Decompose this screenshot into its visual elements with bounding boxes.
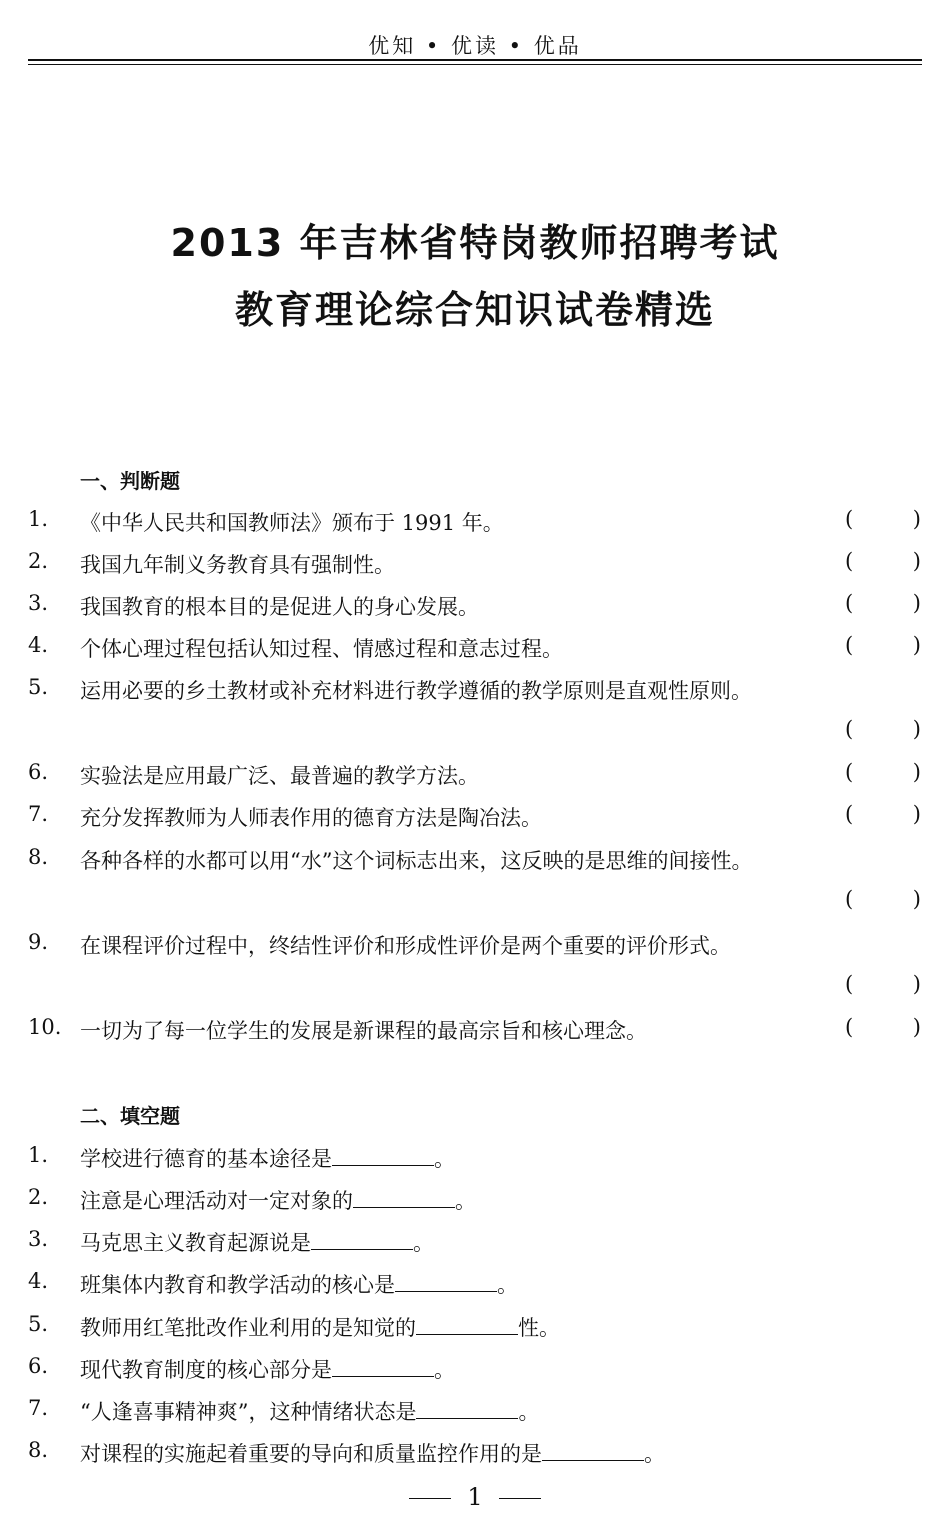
item-text-after: 。 <box>455 1189 476 1213</box>
item-number: 6. <box>28 760 49 784</box>
item-number: 5. <box>28 1312 49 1336</box>
answer-blank[interactable] <box>395 1271 497 1292</box>
item-text: 在课程评价过程中，终结性评价和形成性评价是两个重要的评价形式。 <box>80 934 731 958</box>
judge-item <box>0 845 950 875</box>
page-title-line1: 2013 年吉林省特岗教师招聘考试 <box>170 221 780 265</box>
judge-item: 3. 我国教育的根本目的是促进人的身心发展。 ( ) <box>28 591 921 619</box>
item-text: 对课程的实施起着重要的导向和质量监控作用的是 <box>80 1442 542 1466</box>
item-number: 8. <box>28 1438 49 1462</box>
fill-item <box>0 1396 950 1426</box>
item-text-after: 。 <box>518 1400 540 1424</box>
item-number: 6. <box>28 1354 49 1378</box>
item-text: 教师用红笔批改作业利用的是知觉的 <box>80 1316 416 1340</box>
item-number: 1. <box>28 507 49 531</box>
fill-item <box>0 1227 950 1257</box>
item-number: 7. <box>28 1396 49 1420</box>
item-text-after: 。 <box>434 1358 455 1382</box>
item-text: 各种各样的水都可以用“水”这个词标志出来，这反映的是思维的间接性。 <box>80 849 753 873</box>
judge-item: 10. 一切为了每一位学生的发展是新课程的最高宗旨和核心理念。 ( ) <box>28 1015 921 1043</box>
item-number: 5. <box>28 675 49 699</box>
fill-item <box>0 1185 950 1215</box>
item-text: 运用必要的乡土教材或补充材料进行教学遵循的教学原则是直观性原则。 <box>80 679 752 703</box>
judge-item-continuation: ( ) <box>845 887 921 911</box>
item-text-after: 性。 <box>518 1316 560 1340</box>
item-text-after: 。 <box>644 1442 665 1466</box>
page-title-line2: 教育理论综合知识试卷精选 <box>234 288 715 332</box>
item-number: 4. <box>28 1269 49 1293</box>
item-number: 2. <box>28 1185 49 1209</box>
item-number: 10. <box>28 1015 62 1039</box>
judge-item-continuation: ( ) <box>845 972 921 996</box>
judge-item <box>0 930 950 960</box>
item-text: 现代教育制度的核心部分是 <box>80 1358 332 1382</box>
judge-item: 1. 《中华人民共和国教师法》颁布于 1991 年。 ( ) <box>28 507 921 535</box>
item-number: 3. <box>28 1227 49 1251</box>
page-number-dash-left <box>409 1498 451 1499</box>
item-text: 实验法是应用最广泛、最普遍的教学方法。 <box>80 764 479 788</box>
item-text: “人逢喜事精神爽”，这种情绪状态是 <box>80 1400 417 1424</box>
page-number <box>0 1483 950 1511</box>
item-text-after: 。 <box>413 1231 434 1255</box>
item-number: 8. <box>28 845 49 869</box>
judge-item: 4. 个体心理过程包括认知过程、情感过程和意志过程。 ( ) <box>28 633 921 661</box>
answer-blank[interactable] <box>332 1145 434 1166</box>
answer-blank[interactable] <box>311 1229 413 1250</box>
fill-item <box>0 1312 950 1342</box>
answer-blank[interactable] <box>332 1356 434 1377</box>
answer-blank[interactable] <box>542 1440 644 1461</box>
fill-item <box>0 1143 950 1173</box>
judge-item <box>0 675 950 705</box>
fill-item <box>0 1438 950 1468</box>
item-number: 4. <box>28 633 49 657</box>
judge-item: 7. 充分发挥教师为人师表作用的德育方法是陶冶法。 ( ) <box>28 802 921 830</box>
fill-item <box>0 1354 950 1384</box>
item-text: 马克思主义教育起源说是 <box>80 1231 311 1255</box>
answer-blank[interactable] <box>416 1314 518 1335</box>
fill-item <box>0 1269 950 1299</box>
item-text: 个体心理过程包括认知过程、情感过程和意志过程。 <box>80 637 563 661</box>
page-number-value: 1 <box>467 1483 483 1511</box>
item-text: 班集体内教育和教学活动的核心是 <box>80 1273 395 1297</box>
item-number: 9. <box>28 930 49 954</box>
section-heading-fill: 二、填空题 <box>80 1104 180 1128</box>
item-text: 一切为了每一位学生的发展是新课程的最高宗旨和核心理念。 <box>80 1019 647 1043</box>
item-number: 3. <box>28 591 49 615</box>
item-number: 2. <box>28 549 49 573</box>
item-text: 注意是心理活动对一定对象的 <box>80 1189 353 1213</box>
item-text: 学校进行德育的基本途径是 <box>80 1147 332 1171</box>
item-text: 我国九年制义务教育具有强制性。 <box>80 553 395 577</box>
item-text: 我国教育的根本目的是促进人的身心发展。 <box>80 595 479 619</box>
answer-blank[interactable] <box>353 1187 455 1208</box>
item-number: 1. <box>28 1143 49 1167</box>
judge-item-continuation: ( ) <box>845 717 921 741</box>
item-text-after: 。 <box>434 1147 455 1171</box>
judge-item: 6. 实验法是应用最广泛、最普遍的教学方法。 ( ) <box>28 760 921 788</box>
header-rule-thick <box>28 59 922 61</box>
running-header: 优知 • 优读 • 优品 <box>368 34 582 58</box>
item-text: 《中华人民共和国教师法》颁布于 1991 年。 <box>80 511 504 535</box>
judge-item: 2. 我国九年制义务教育具有强制性。 ( ) <box>28 549 921 577</box>
header-rule-thin <box>28 64 922 65</box>
item-number: 7. <box>28 802 49 826</box>
answer-blank[interactable] <box>416 1398 518 1419</box>
item-text: 充分发挥教师为人师表作用的德育方法是陶冶法。 <box>80 806 542 830</box>
section-heading-judge: 一、判断题 <box>80 469 180 493</box>
item-text-after: 。 <box>497 1273 518 1297</box>
page-number-dash-right <box>499 1498 541 1499</box>
